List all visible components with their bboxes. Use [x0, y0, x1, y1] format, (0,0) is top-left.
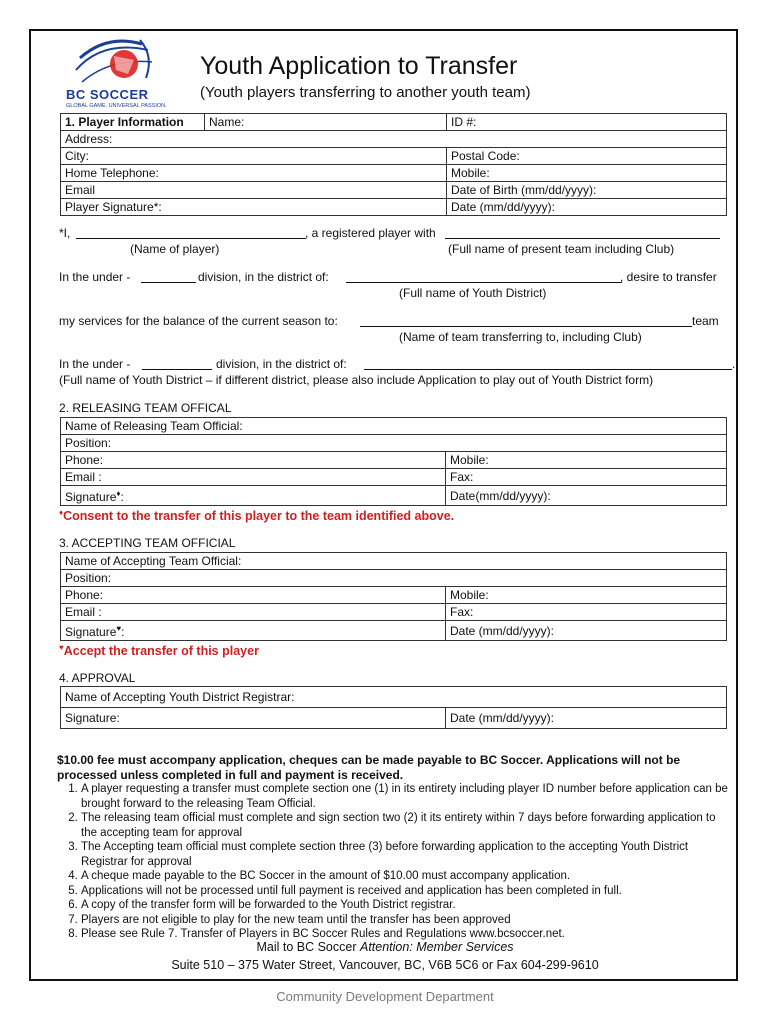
page-title: Youth Application to Transfer — [200, 52, 518, 80]
new-team-line[interactable] — [360, 326, 692, 327]
accepting-position-field[interactable]: Position: — [61, 570, 727, 587]
address-field[interactable]: Address: — [61, 131, 727, 148]
statement-district: division, in the district of: — [198, 270, 329, 284]
footer-department: Community Development Department — [276, 989, 494, 1004]
player-name-line[interactable] — [76, 238, 306, 239]
accepting-email-field[interactable]: Email : — [61, 604, 446, 621]
accepting-phone-field[interactable]: Phone: — [61, 587, 446, 604]
releasing-signature-colon: : — [120, 490, 124, 504]
mail-prefix: Mail to BC Soccer — [256, 940, 360, 954]
division-line-2[interactable] — [142, 369, 212, 370]
instruction-item: 2. The releasing team official must complete and sign section two (2) it its entirety within 7 days before forwarding application to the accepting team for approval — [81, 811, 729, 840]
diamond-icon: ♦ — [59, 508, 64, 517]
section4-heading: 4. APPROVAL — [59, 671, 136, 685]
instruction-item: 8. Please see Rule 7. Transfer of Players in BC Soccer Rules and Regulations www.bcsoccer.net. — [81, 927, 729, 942]
district-line-2[interactable] — [364, 369, 732, 370]
registrar-date-field[interactable]: Date (mm/dd/yyyy): — [446, 708, 727, 729]
bc-soccer-logo — [62, 36, 172, 112]
releasing-position-field[interactable]: Position: — [61, 435, 727, 452]
present-team-line[interactable] — [445, 238, 720, 239]
statement-registered: , a registered player with — [305, 226, 436, 240]
instruction-item: 7. Players are not eligible to play for the new team until the transfer has been approved — [81, 913, 729, 928]
statement-period: . — [732, 357, 736, 371]
caption-new-team: (Name of team transferring to, including Club) — [399, 330, 642, 344]
accepting-official-field[interactable]: Name of Accepting Team Official: — [61, 553, 727, 570]
mail-line-1 — [0, 940, 770, 954]
heart-icon: ♥ — [59, 643, 64, 652]
statement-district-2: division, in the district of: — [216, 357, 347, 371]
home-telephone-field[interactable]: Home Telephone: — [61, 165, 447, 182]
releasing-phone-field[interactable]: Phone: — [61, 452, 446, 469]
accepting-note — [59, 643, 259, 658]
accepting-signature-label: Signature — [65, 625, 117, 639]
instruction-item: 3. The Accepting team official must complete section three (3) before forwarding application to the accepting Youth District Registrar for approval — [81, 840, 729, 869]
releasing-official-table — [60, 417, 727, 506]
releasing-mobile-field[interactable]: Mobile: — [446, 452, 727, 469]
section2-heading: 2. RELEASING TEAM OFFICAL — [59, 401, 232, 415]
releasing-signature-label: Signature — [65, 490, 117, 504]
mail-attention: Attention: Member Services — [359, 940, 514, 954]
mail-line-2: Suite 510 – 375 Water Street, Vancouver, BC, V6B 5C6 or Fax 604-299-9610 — [171, 958, 599, 972]
logo-tagline: GLOBAL GAME. UNIVERSAL PASSION. — [66, 103, 167, 109]
releasing-official-field[interactable]: Name of Releasing Team Official: — [61, 418, 727, 435]
section3-heading: 3. ACCEPTING TEAM OFFICIAL — [59, 536, 236, 550]
accepting-fax-field[interactable]: Fax: — [446, 604, 727, 621]
email-field[interactable]: Email — [61, 182, 447, 199]
statement-services: my services for the balance of the current season to: — [59, 314, 338, 328]
statement-team: team — [692, 314, 719, 328]
player-name-field[interactable]: Name: — [205, 114, 447, 131]
releasing-consent-text: Consent to the transfer of this player to the team identified above. — [63, 509, 455, 524]
player-id-field[interactable]: ID #: — [447, 114, 727, 131]
approval-table — [60, 686, 727, 729]
player-signature-field[interactable]: Player Signature*: — [61, 199, 447, 216]
releasing-consent-note — [59, 508, 454, 523]
page-subtitle: (Youth players transferring to another youth team) — [200, 84, 531, 101]
accepting-note-text: Accept the transfer of this player — [63, 644, 259, 659]
player-info-table — [60, 113, 727, 216]
registrar-name-field[interactable]: Name of Accepting Youth District Registrar: — [61, 687, 727, 708]
releasing-fax-field[interactable]: Fax: — [446, 469, 727, 486]
player-signature-date-field[interactable]: Date (mm/dd/yyyy): — [447, 199, 727, 216]
accepting-signature-field[interactable] — [61, 621, 446, 641]
mobile-field[interactable]: Mobile: — [447, 165, 727, 182]
instruction-list — [57, 782, 729, 942]
division-line[interactable] — [141, 282, 196, 283]
city-field[interactable]: City: — [61, 148, 447, 165]
statement-under: In the under - — [59, 270, 131, 284]
statement-i: *I, — [59, 226, 71, 240]
logo-name: BC SOCCER — [66, 87, 149, 102]
accepting-date-field[interactable]: Date (mm/dd/yyyy): — [446, 621, 727, 641]
accepting-mobile-field[interactable]: Mobile: — [446, 587, 727, 604]
instruction-item: 1. A player requesting a transfer must complete section one (1) in its entirety including player ID number before application can be brought forward to the releasing Team Official. — [81, 782, 729, 811]
caption-present-team: (Full name of present team including Club) — [448, 242, 675, 256]
caption-player-name: (Name of player) — [130, 242, 220, 256]
district-line[interactable] — [346, 282, 622, 283]
instruction-item: 5. Applications will not be processed until full payment is received and application has been completed in full. — [81, 884, 729, 899]
instructions — [57, 753, 729, 942]
releasing-signature-field[interactable] — [61, 486, 446, 506]
heart-icon: ♥ — [116, 624, 122, 633]
instruction-item: 6. A copy of the transfer form will be forwarded to the Youth District registrar. — [81, 898, 729, 913]
date-of-birth-field[interactable]: Date of Birth (mm/dd/yyyy): — [447, 182, 727, 199]
caption-district-2: (Full name of Youth District – if different district, please also include Application to play out of Youth District form) — [59, 373, 654, 387]
diamond-icon: ♦ — [116, 489, 121, 498]
caption-district: (Full name of Youth District) — [399, 286, 547, 300]
section1-heading: 1. Player Information — [61, 114, 205, 131]
postal-code-field[interactable]: Postal Code: — [447, 148, 727, 165]
releasing-email-field[interactable]: Email : — [61, 469, 446, 486]
registrar-signature-field[interactable]: Signature: — [61, 708, 446, 729]
statement-desire: , desire to transfer — [620, 270, 717, 284]
releasing-date-field[interactable]: Date(mm/dd/yyyy): — [446, 486, 727, 506]
accepting-official-table — [60, 552, 727, 641]
statement-under-2: In the under - — [59, 357, 131, 371]
fee-notice: $10.00 fee must accompany application, cheques can be made payable to BC Soccer. Applications will not be processed unless completed in full and payment is received. — [57, 753, 681, 782]
accepting-signature-colon: : — [121, 625, 125, 639]
instruction-item: 4. A cheque made payable to the BC Soccer in the amount of $10.00 must accompany application. — [81, 869, 729, 884]
